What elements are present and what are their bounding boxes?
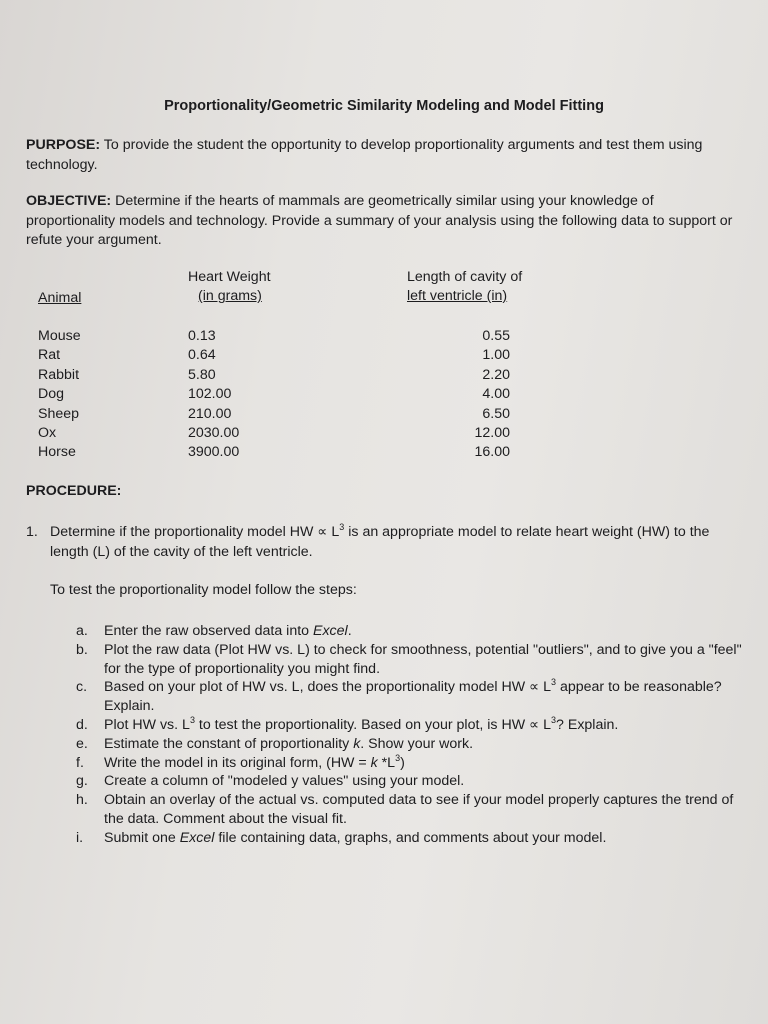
purpose-label: PURPOSE: <box>26 137 101 153</box>
cell-animal: Mouse <box>38 328 81 344</box>
cell-animal: Horse <box>38 444 76 461</box>
superscript: 3 <box>395 752 401 763</box>
superscript: 3 <box>189 714 195 725</box>
step-text: *L <box>377 754 396 771</box>
cell-length: 0.55 <box>482 328 510 344</box>
step-letter: f. <box>76 754 84 771</box>
header-animal: Animal <box>38 290 82 306</box>
cell-heart-weight: 2030.00 <box>188 425 240 442</box>
step-text: Submit one <box>104 829 180 846</box>
step-c <box>76 678 756 716</box>
step-text: to test the proportionality. Based on your plot, is HW ∝ L <box>194 716 552 733</box>
step-text-italic: k <box>370 754 378 771</box>
step-a <box>76 622 756 641</box>
cell-heart-weight: 0.13 <box>188 328 216 344</box>
header-heart-weight-line1: Heart Weight <box>188 269 271 285</box>
step-text: ? Explain. <box>556 716 619 733</box>
step-text-italic: Excel <box>179 829 215 846</box>
step-text: Plot the raw data (Plot HW vs. L) to check for smoothness, potential "outliers", and to give you a "feel" for the type of proportionality you might find. <box>104 641 742 677</box>
step-letter: e. <box>76 735 88 752</box>
step-letter: i. <box>76 829 84 846</box>
cell-heart-weight: 5.80 <box>188 366 216 383</box>
step-e <box>76 735 756 754</box>
purpose-paragraph <box>26 136 741 175</box>
question-number: 1. <box>26 524 38 540</box>
cell-length: 6.50 <box>482 405 510 422</box>
step-text: Create a column of "modeled y values" using your model. <box>104 773 465 790</box>
step-letter: h. <box>76 792 88 809</box>
step-d <box>76 716 756 735</box>
q1-text-b: is an appropriate model to relate heart weight (HW) to the length (L) of the cavity of the left ventricle. <box>50 524 710 560</box>
cell-animal: Rabbit <box>38 366 80 383</box>
cell-animal: Dog <box>38 386 65 403</box>
cell-length: 1.00 <box>482 347 510 364</box>
cell-length: 12.00 <box>474 425 510 442</box>
column-length <box>440 327 510 463</box>
step-text: Based on your plot of HW vs. L, does the proportionality model HW ∝ L <box>104 679 552 696</box>
step-text: . <box>347 623 352 639</box>
step-text: Enter the raw observed data into <box>104 623 313 639</box>
objective-paragraph <box>26 192 741 251</box>
header-length-line2: left ventricle (in) <box>407 288 508 304</box>
cell-animal: Rat <box>38 347 61 364</box>
superscript: 3 <box>551 714 557 725</box>
step-text: Plot HW vs. L <box>104 716 190 733</box>
page-title: Proportionality/Geometric Similarity Modeling and Model Fitting <box>164 98 604 114</box>
steps-list <box>76 622 756 848</box>
step-letter: b. <box>76 641 88 658</box>
objective-text: Determine if the hearts of mammals are geometrically similar using your knowledge of proportionality models and technology. Provide a summary of your analysis using the following data to support or refute your argument. <box>26 193 733 248</box>
step-h <box>76 791 756 829</box>
objective-label: OBJECTIVE: <box>26 193 112 209</box>
step-text: . Show your work. <box>360 735 474 752</box>
purpose-text: To provide the student the opportunity to develop proportionality arguments and test them using technology. <box>26 137 703 173</box>
step-letter: c. <box>76 679 88 696</box>
cell-length: 4.00 <box>482 386 510 403</box>
step-text: Obtain an overlay of the actual vs. computed data to see if your model properly captures the trend of the data. Comment about the visual fit. <box>104 792 734 827</box>
step-letter: g. <box>76 773 88 790</box>
header-length <box>407 268 522 306</box>
step-g <box>76 772 756 791</box>
cell-heart-weight: 0.64 <box>188 347 216 364</box>
step-text-italic: Excel <box>313 623 348 639</box>
step-letter: d. <box>76 716 88 733</box>
column-heart-weight <box>188 327 239 463</box>
step-text: ) <box>400 754 405 771</box>
header-length-line1: Length of cavity of <box>407 269 523 285</box>
cell-length: 2.20 <box>482 366 510 383</box>
step-letter: a. <box>76 623 88 639</box>
step-text-italic: k <box>353 735 361 752</box>
step-text: Estimate the constant of proportionality <box>104 735 354 752</box>
column-animal <box>38 327 81 463</box>
test-intro: To test the proportionality model follow the steps: <box>50 582 357 598</box>
procedure-heading: PROCEDURE: <box>26 483 122 499</box>
cell-heart-weight: 210.00 <box>188 405 232 422</box>
q1-text-a: Determine if the proportionality model HW ∝ L <box>50 524 340 540</box>
cell-heart-weight: 102.00 <box>188 386 232 403</box>
cell-animal: Sheep <box>38 405 80 422</box>
question-1-text <box>50 523 730 562</box>
header-heart-weight-line2: (in grams) <box>198 288 262 304</box>
header-heart-weight <box>188 268 271 306</box>
step-b <box>76 641 756 679</box>
step-text: file containing data, graphs, and comments about your model. <box>214 829 607 846</box>
superscript: 3 <box>339 522 345 532</box>
superscript: 3 <box>551 677 557 688</box>
step-text: appear to be reasonable? Explain. <box>104 679 722 715</box>
step-text: Write the model in its original form, (HW = <box>104 754 371 771</box>
step-f <box>76 754 756 773</box>
cell-animal: Ox <box>38 425 57 442</box>
step-i <box>76 829 756 848</box>
cell-heart-weight: 3900.00 <box>188 444 240 461</box>
cell-length: 16.00 <box>474 444 510 461</box>
